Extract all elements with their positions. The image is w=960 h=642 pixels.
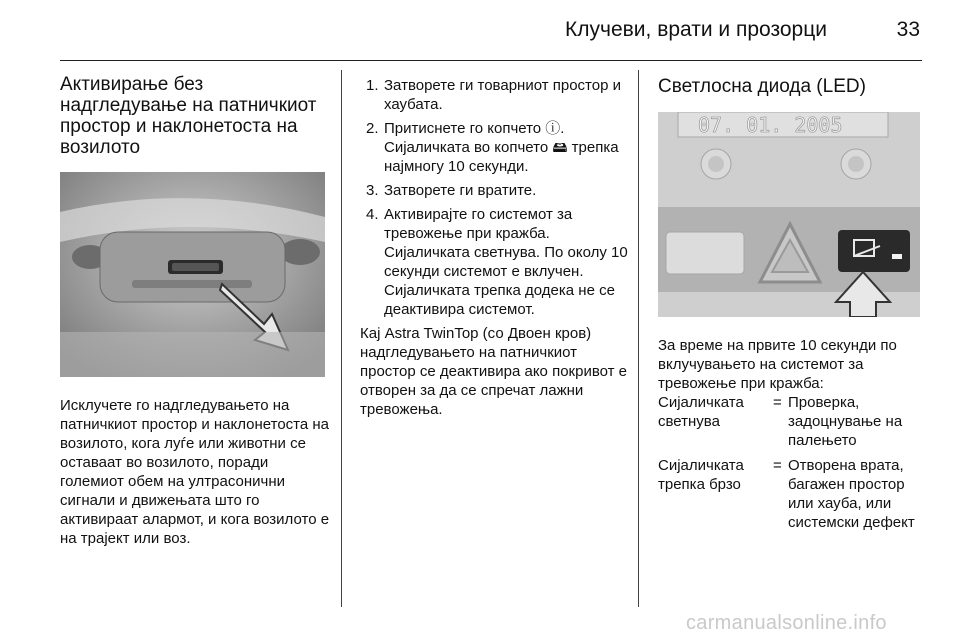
list-item: 1. Затворете ги товарниот простор и хаубата. [366, 77, 621, 113]
equals-sign: = [773, 394, 782, 411]
list-item: 3. Затворете ги вратите. [366, 182, 537, 199]
list-item: 4. Активирајте го системот за тревожење при кражба. Сијаличката светнува. По околу 10 секунди системот е вклучен. Сијаличката трепка додека не се деактивира системот. [366, 206, 628, 318]
steps-list [360, 76, 628, 319]
paragraph-led-intro: За време на првите 10 секунди по вклучувањето на системот за тревожење при кражба: [658, 337, 897, 392]
table-row [658, 393, 924, 450]
led-status-table [658, 393, 924, 538]
column-2 [360, 76, 628, 419]
status-description: Проверка, задоцнување на палењето [788, 394, 903, 449]
status-term: Сијаличката светнува [658, 394, 744, 430]
display-date-text: 07. 01. 2005 [698, 113, 843, 137]
column-3 [658, 76, 924, 97]
paragraph-twintop: Кај Astra TwinTop (со Двоен кров) надгледувањето на патничкиот простор се деактивира ако покривот е отворен за да се спречат лажни тревожења. [360, 325, 628, 418]
paragraph-deactivation-info: Исклучете го надгледувањето на патничкиот простор и наклонетоста на возилото, кога луѓе или животни се оставаат во возилото, поради големиот обем на ултрасонични сигнали и движењата што го активираат алармот, и кога возилото е на трајект или воз. [60, 397, 330, 547]
page-number: 33 [896, 18, 920, 41]
column-1-text [60, 396, 332, 548]
watermark-text: carmanualsonline.info [686, 612, 887, 634]
section-heading-activation: Активирање без надгледување на патничкиот простор и наклонетоста на возилото [60, 74, 317, 158]
status-term: Сијаличката трепка брзо [658, 457, 744, 493]
column-divider-2 [638, 70, 639, 607]
led-button-photo [658, 112, 920, 317]
section-heading-led: Светлосна диода (LED) [658, 76, 866, 97]
table-row [658, 456, 924, 532]
list-item: 2. Притиснете го копчето ⓘ. Сијаличката во копчето 🖴 трепка најмногу 10 секунди. [366, 120, 619, 175]
column-divider-1 [341, 70, 342, 607]
overhead-console-illustration [60, 172, 325, 377]
column-3-intro [658, 336, 924, 393]
page-title: Клучеви, врати и прозорци [565, 18, 827, 41]
overhead-console-photo [60, 172, 325, 377]
column-1 [60, 74, 330, 158]
status-description: Отворена врата, багажен простор или хауба, или системски дефект [788, 457, 915, 531]
equals-sign: = [773, 457, 782, 474]
page-header [60, 18, 922, 61]
led-panel-illustration [658, 112, 920, 317]
